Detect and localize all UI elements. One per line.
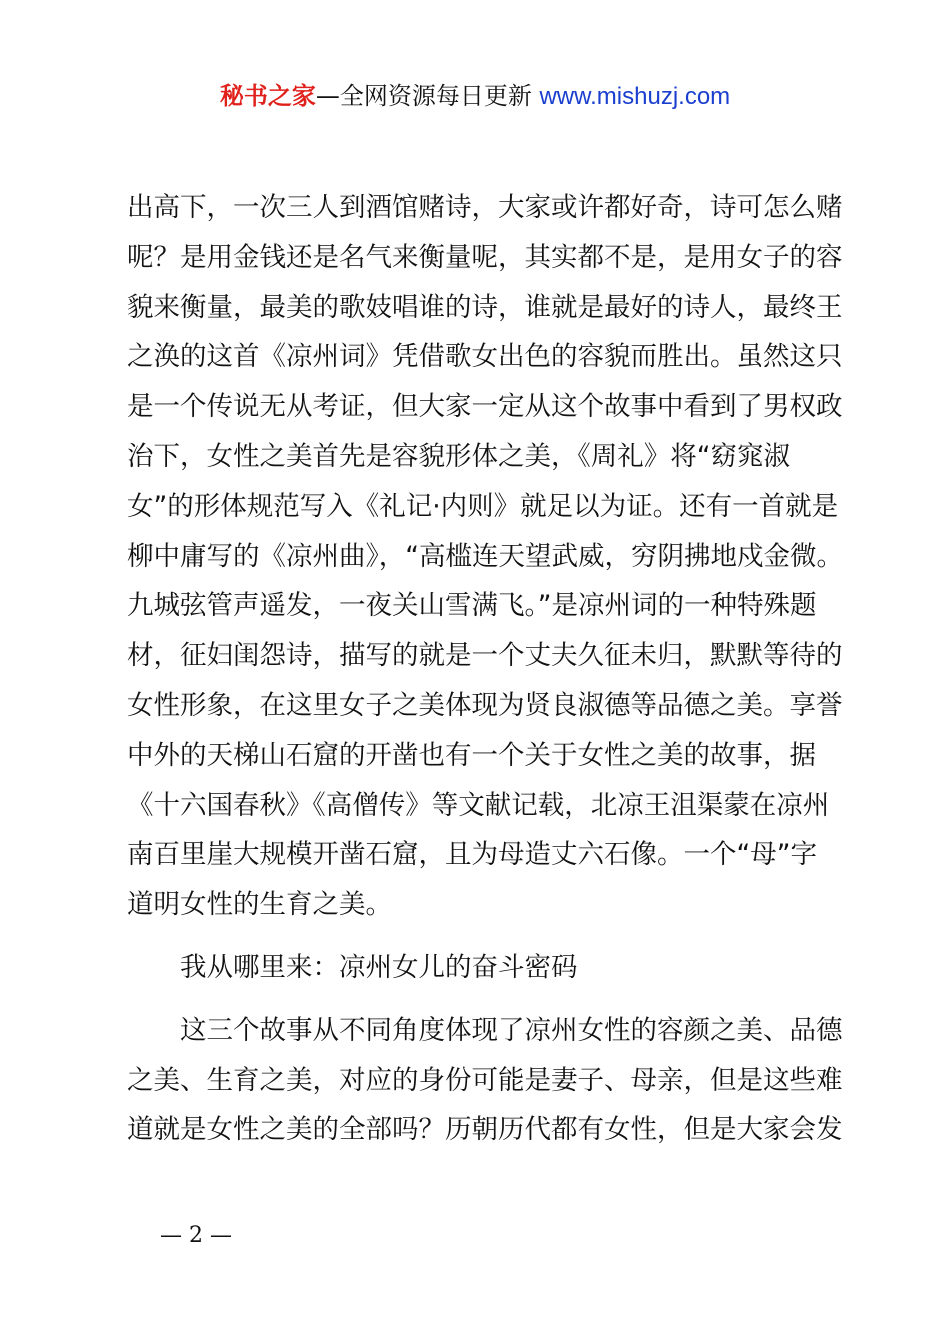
page-header [0,80,950,113]
text-line: 材，征妇闺怨诗，描写的就是一个丈夫久征未归，默默等待的 [127,640,843,672]
text-line: 《十六国春秋》《高僧传》等文献记载，北凉王沮渠蒙在凉州 [127,789,830,821]
page-number: — 2 — [160,1223,232,1248]
text-line: 貌来衡量，最美的歌妓唱谁的诗，谁就是最好的诗人，最终王 [127,291,843,323]
text-line: 这三个故事从不同角度体现了凉州女性的容颜之美、品德 [180,1014,843,1046]
text-line: 之涣的这首《凉州词》凭借歌女出色的容貌而胜出。虽然这只 [127,341,843,373]
header-tagline: —全网资源每日更新 [315,82,540,110]
text-line: 南百里崖大规模开凿石窟，且为母造丈六石像。一个“母”字 [127,839,817,871]
text-line: 是一个传说无从考证，但大家一定从这个故事中看到了男权政 [127,391,843,423]
text-line: 出高下，一次三人到酒馆赌诗，大家或许都好奇，诗可怎么赌 [127,192,843,223]
paragraph-2 [127,1006,843,1155]
text-line: 中外的天梯山石窟的开凿也有一个关于女性之美的故事，据 [127,739,816,771]
text-line: 九城弦管声遥发，一夜关山雪满飞。”是凉州词的一种特殊题 [127,590,817,622]
text-line: 呢？是用金钱还是名气来衡量呢，其实都不是，是用女子的容 [127,241,843,273]
document-body [127,183,843,1155]
brand-name: 秘书之家 [219,82,316,110]
website-link[interactable]: www.mishuzj.com [539,83,731,110]
text-line: 女”的形体规范写入《礼记·内则》就足以为证。还有一首就是 [127,490,839,522]
text-line: 道明女性的生育之美。 [127,889,392,921]
text-line: 道就是女性之美的全部吗？历朝历代都有女性，但是大家会发 [127,1114,843,1146]
text-line: 女性形象，在这里女子之美体现为贤良淑德等品德之美。享誉 [127,689,843,721]
text-line: 治下，女性之美首先是容貌形体之美，《周礼》将“窈窕淑 [127,440,790,472]
section-heading: 我从哪里来：凉州女儿的奋斗密码 [180,951,578,983]
text-line: 柳中庸写的《凉州曲》，“高槛连天望武威，穷阴拂地戍金微。 [127,540,843,572]
text-line: 之美、生育之美，对应的身份可能是妻子、母亲，但是这些难 [127,1064,843,1096]
paragraph-1 [127,183,843,930]
